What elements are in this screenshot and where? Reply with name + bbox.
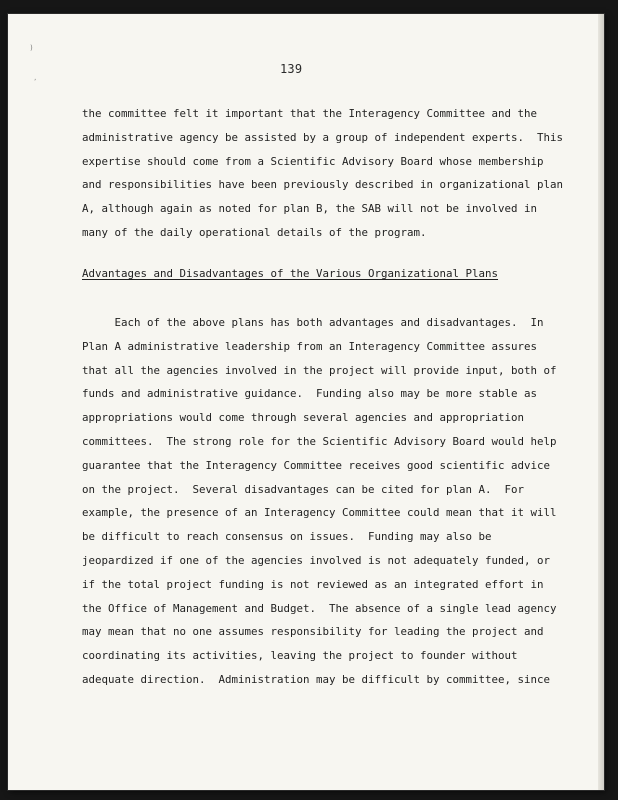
text-line: jeopardized if one of the agencies involved is not adequately funded, or [82,553,551,567]
text-line: coordinating its activities, leaving the project to founder without [82,649,518,663]
text-line: example, the presence of an Interagency Committee could mean that it will [82,506,557,520]
paragraph-advantages-disadvantages [82,311,557,692]
text-line: Each of the above plans has both advantages and disadvantages. In [82,316,544,329]
text-line: adequate direction. Administration may be difficult by committee, since [82,672,551,686]
section-heading: Advantages and Disadvantages of the Various Organizational Plans [82,267,499,280]
text-line: expertise should come from a Scientific Advisory Board whose membership [82,154,544,168]
text-line: many of the daily operational details of the program. [82,225,427,239]
text-line: if the total project funding is not reviewed as an integrated effort in [82,577,544,591]
paragraph-committee-experts [82,102,564,245]
text-line: the Office of Management and Budget. The absence of a single lead agency [82,601,557,615]
text-line: be difficult to reach consensus on issues. Funding may also be [82,530,492,544]
text-line: guarantee that the Interagency Committee receives good scientific advice [82,458,551,472]
text-line: administrative agency be assisted by a group of independent experts. This [82,130,564,144]
text-line: A, although again as noted for plan B, the SAB will not be involved in [82,202,538,216]
text-line: funds and administrative guidance. Funding also may be more stable as [82,387,538,401]
text-line: the committee felt it important that the Interagency Committee and the [82,107,538,120]
document-page [8,14,604,790]
text-line: that all the agencies involved in the project will provide input, both of [82,363,557,377]
text-line: committees. The strong role for the Scientific Advisory Board would help [82,434,557,448]
margin-mark-lower: ʼ [34,78,37,86]
text-line: on the project. Several disadvantages can be cited for plan A. For [82,482,525,496]
page-number: 139 [280,62,303,76]
text-line: appropriations would come through several agencies and appropriation [82,411,525,425]
text-line: and responsibilities have been previously described in organizational plan [82,178,564,192]
text-line: Plan A administrative leadership from an Interagency Committee assures [82,339,538,353]
text-line: may mean that no one assumes responsibility for leading the project and [82,625,544,639]
margin-mark-top: ) [30,44,33,52]
page-edge-shadow [598,14,604,790]
